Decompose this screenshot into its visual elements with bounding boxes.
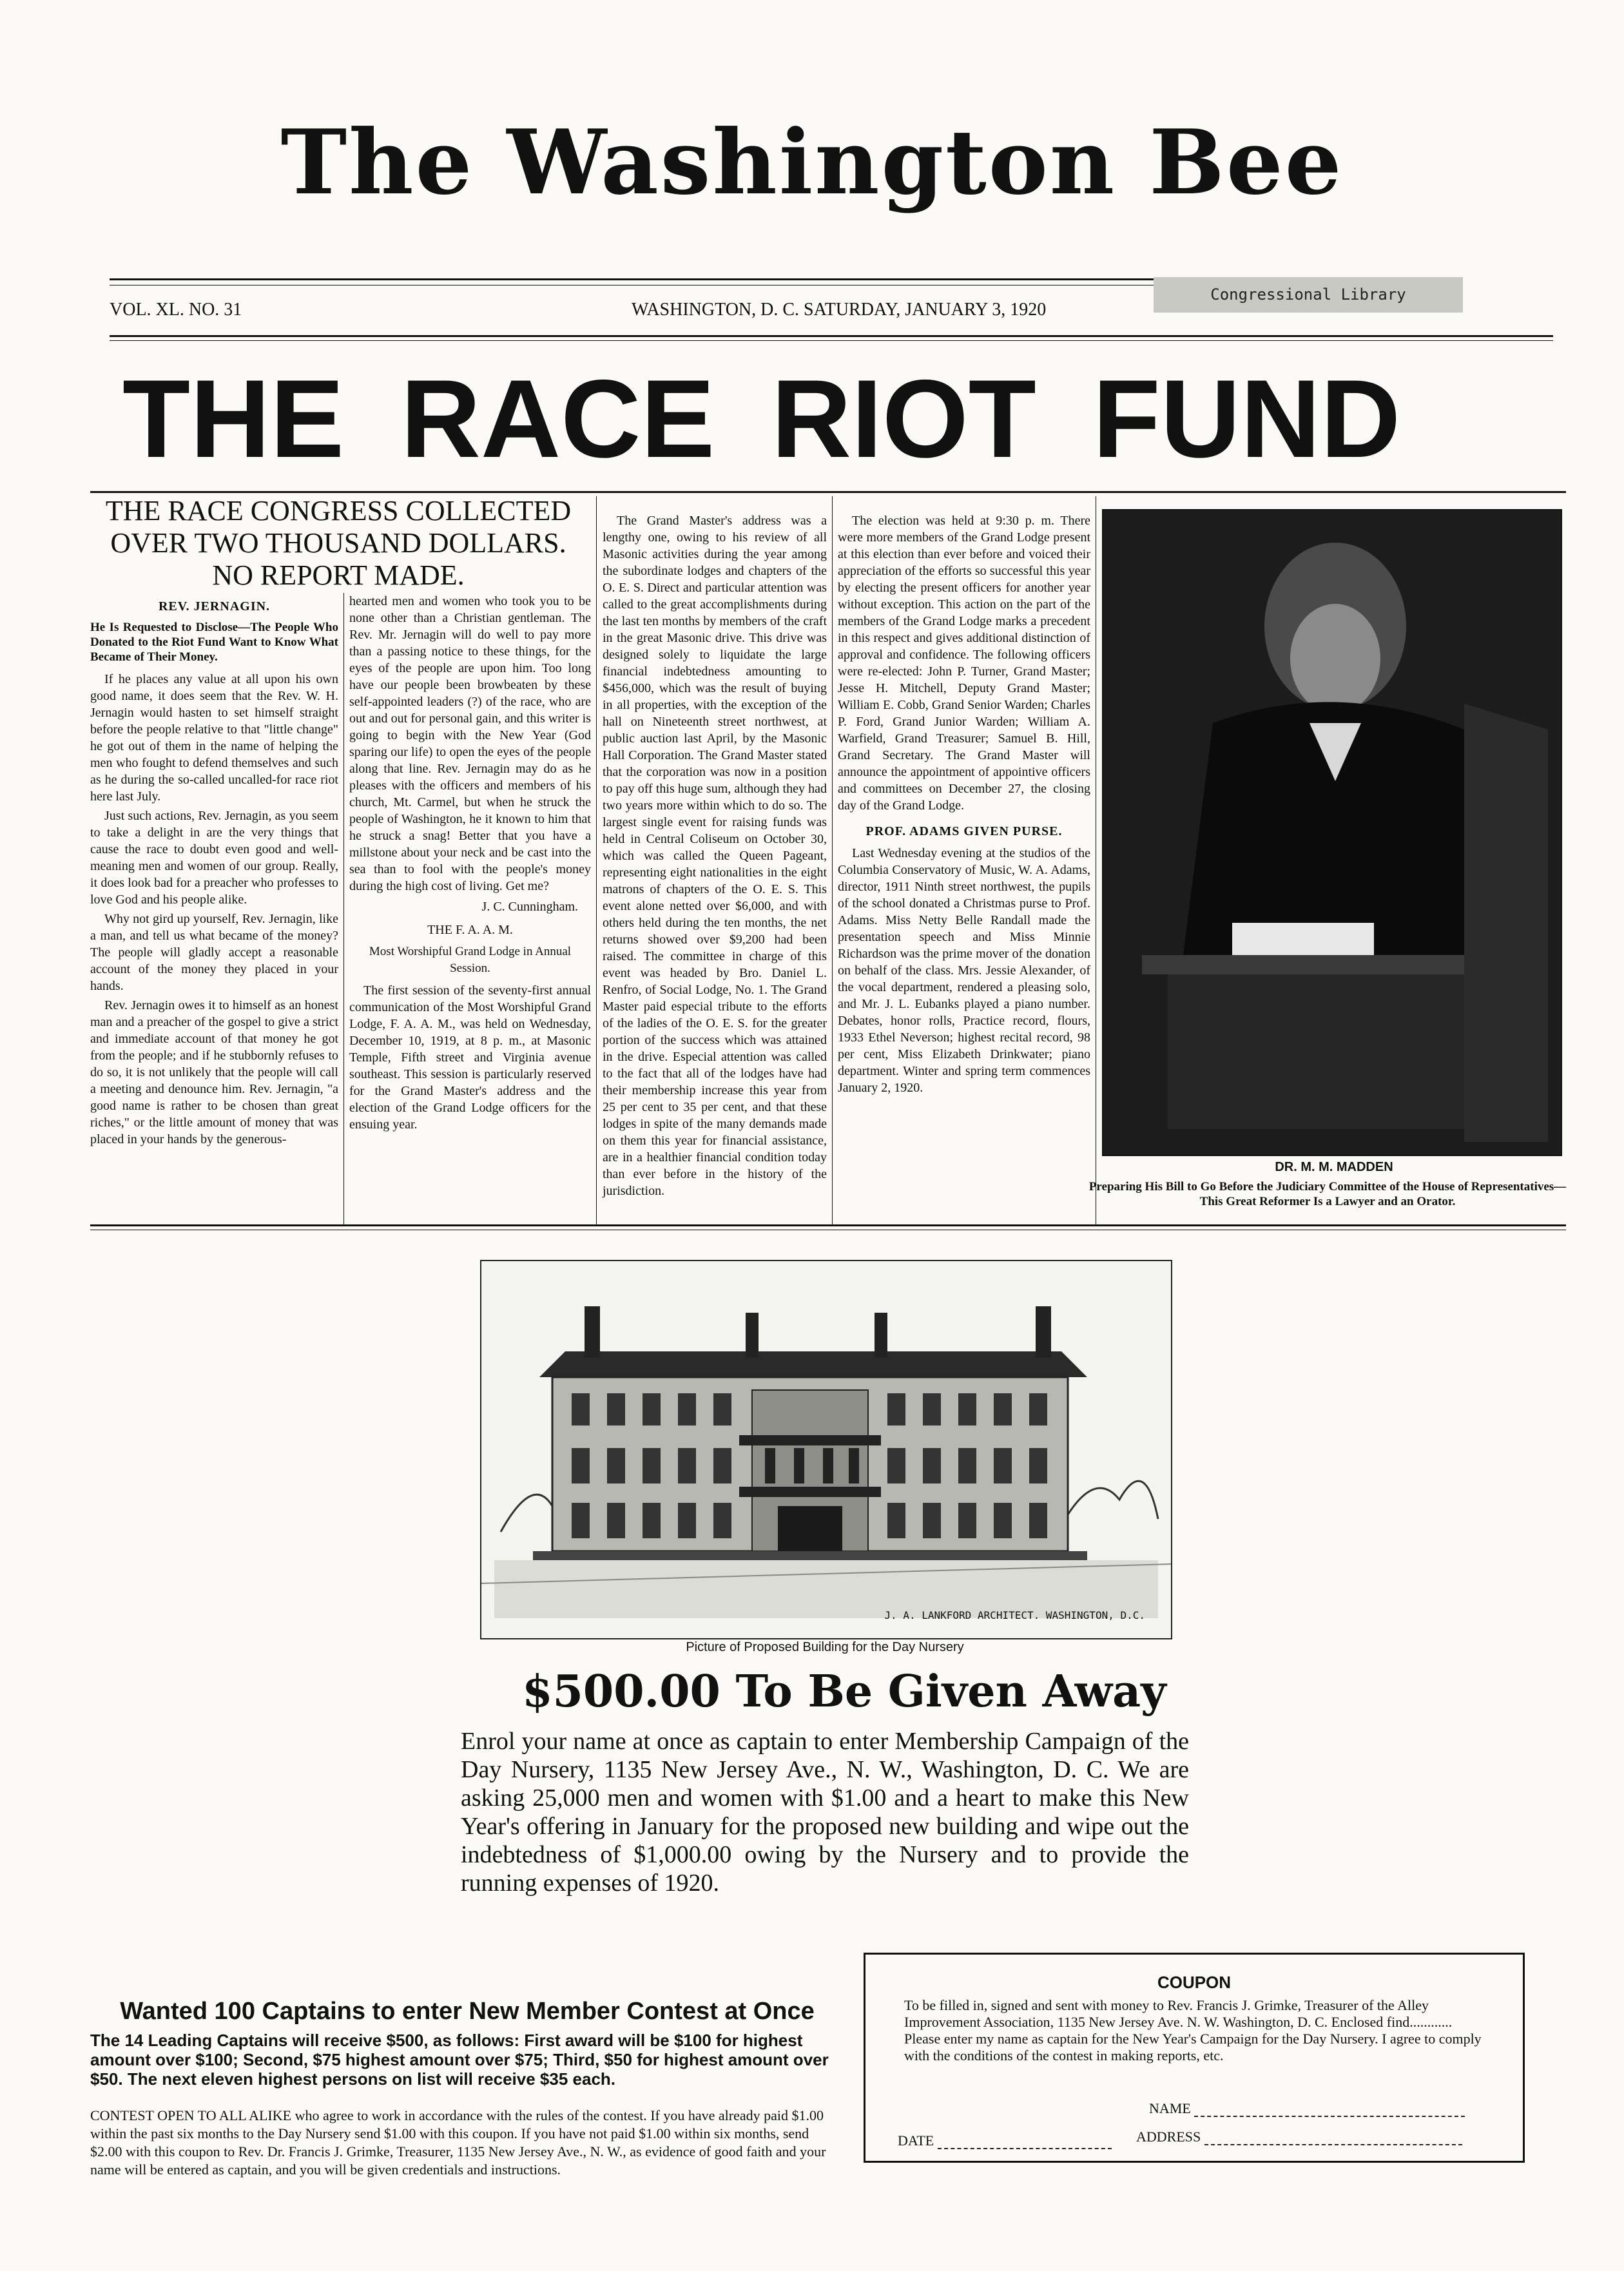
column-2-subhead: THE F. A. A. M. (427, 923, 513, 937)
coupon-date-line[interactable] (898, 2132, 1123, 2149)
column-3 (603, 512, 827, 1202)
article-paragraph: hearted men and women who took you to be none other than a Christian gentleman. The Rev. Mr. Jernagin will do well to pay more than a passing notice to these things, for the eyes of the people are upon him. Too long have our people been browbeaten by these self-appointed leaders (?) of the race, who are out and out for personal gain, and this writer is going to begin with the New Year (God sparing our life) to open the eyes of the people along that line. Rev. Jernagin may do as he pleases with the officers and members of his church, Mt. Carmel, but when he struck the people of Washington, he it known to him that he struck a snag! Better that you have a millstone about your neck and be cast into the sea than to fool with the people's money during the high cost of living. Get me? (349, 594, 591, 893)
section-rule (90, 1224, 1566, 1226)
coupon-address-line[interactable] (1136, 2129, 1497, 2145)
dateline-rule (110, 335, 1553, 337)
headline-rule (90, 491, 1566, 493)
column-2 (349, 593, 591, 1136)
coupon-name-label: NAME (1149, 2100, 1191, 2116)
coupon-address-field[interactable] (1204, 2144, 1462, 2145)
column-4 (838, 512, 1090, 1099)
article-paragraph: Just such actions, Rev. Jernagin, as you seem to take a delight in are the very things that cause the race to doubt even good and well-meaning men and women of our group. Really, it does look bad for a preacher who professes to love God and his people alike. (90, 809, 338, 907)
ad-title: $500.00 To Be Given Away (522, 1666, 1166, 1717)
coupon-box (864, 1953, 1525, 2163)
article-paragraph: Rev. Jernagin owes it to himself as an honest man and a preacher of the gospel to give a strict and immediate account of that money he got from the people; and if he stubbornly refuses to do so, it is not unlikely that the people will call a meeting and denounce him. Rev. Jernagin, "a good name is rather to be chosen than great riches," or the little amount of money that was placed in your hands by the generous- (90, 998, 338, 1146)
building-illustration (480, 1260, 1172, 1639)
architect-signature: J. A. LANKFORD ARCHITECT. WASHINGTON, D.C. (884, 1609, 1145, 1621)
dateline (110, 300, 1514, 325)
coupon-date-label: DATE (898, 2132, 934, 2149)
dateline-rule2 (110, 340, 1553, 341)
photo-name: DR. M. M. MADDEN (1275, 1160, 1393, 1174)
wanted-lead: The 14 Leading Captains will receive $500, as follows: First award will be $100 for highest amount over $100; Second, $75 highest amount over $75; Third, $50 for highest amount over $50. The next eleven highest persons on list will receive $35 each. (90, 2031, 829, 2089)
column-divider (596, 496, 597, 1224)
column-1-subhead: REV. JERNAGIN. (158, 599, 271, 614)
deck-headline: THE RACE CONGRESS COLLECTED OVER TWO THOUSAND DOLLARS. NO REPORT MADE. (105, 495, 572, 591)
article-paragraph: The election was held at 9:30 p. m. There were more members of the Grand Lodge present at this election than ever before and voiced their appreciation of the efforts so successful this year by electing the present officers for another year without exception. This action on the part of the members of the Grand Lodge marks a precedent in this respect and gives additional distinction of approval and confidence. The following officers were re-elected: John P. Turner, Grand Master; Jesse H. Mitchell, Deputy Grand Master; William E. Cobb, Grand Senior Warden; Charles P. Ford, Grand Junior Warden; William A. Warfield, Grand Treasurer; Samuel B. Hill, Grand Secretary. The Grand Master will announce the appointment of appointive officers and committees on December 27, the closing day of the Grand Lodge. (838, 514, 1090, 813)
coupon-body: To be filled in, signed and sent with money to Rev. Francis J. Grimke, Treasurer of the Alley Improvement Association, 1135 New Jersey Ave. N. W. Washington, D. C. Enclosed find............ Please enter my name as captain for the New Year's Campaign for the Day Nursery. I agree to comply with the conditions of the contest in making reports, etc. (904, 1997, 1482, 2063)
signature: J. C. Cunningham. (481, 900, 578, 914)
masthead: The Washington Bee (280, 110, 1344, 215)
volume-number: VOL. XL. NO. 31 (110, 300, 242, 320)
library-stamp: Congressional Library (1154, 277, 1463, 313)
contest-rules: CONTEST OPEN TO ALL ALIKE who agree to work in accordance with the rules of the contest. If you have already paid $1.00 within the past six months to the Day Nursery send $1.00 with this coupon. If you have not paid $1.00 within six months, send $2.00 with this coupon to Rev. Dr. Francis J. Grimke, Treasurer, 1135 New Jersey Ave., N. W., as evidence of good faith and your name will be entered as captain, and you will be given credentials and instructions. (90, 2107, 826, 2178)
building-caption: Picture of Proposed Building for the Day Nursery (686, 1640, 964, 1654)
headline: THE RACE RIOT FUND (122, 357, 1401, 481)
column-1-lead: He Is Requested to Disclose—The People Who Donated to the Riot Fund Want to Know What Became of Their Money. (90, 621, 338, 664)
coupon-address-label: ADDRESS (1136, 2129, 1201, 2145)
column-1 (90, 593, 338, 1150)
coupon-date-field[interactable] (938, 2148, 1112, 2149)
photo-caption: Preparing His Bill to Go Before the Judiciary Committee of the House of Representatives—This Great Reformer Is a Lawyer and an Orator. (1088, 1180, 1567, 1208)
wanted-notice (90, 1998, 844, 2179)
masthead-rule-top (110, 278, 1154, 280)
article-paragraph: Why not gird up yourself, Rev. Jernagin, like a man, and tell us what became of the money? The people will gladly accept a reasonable account of the money they placed in your hands. (90, 912, 338, 993)
column-2-subhead-2: Most Worshipful Grand Lodge in Annual Session. (369, 945, 572, 975)
article-paragraph: Last Wednesday evening at the studios of the Columbia Conservatory of Music, W. A. Adams, director, 1911 Ninth street northwest, the pupils of the school donated a Christmas purse to Prof. Adams. Miss Netty Belle Randall made the presentation speech and Miss Minnie Richardson was the prime mover of the donation on behalf of the class. Mrs. Jessie Alexander, of the vocal department, rendered a pleasing solo, and Mr. J. L. Eubanks played a piano number. Debates, honor rolls, Practice record, flours, 1933 Ethel Neverson; highest recital record, 98 per cent, Miss Elizabeth Drinkwater; piano department. Winter and spring term commences January 2, 1920. (838, 846, 1090, 1095)
coupon-name-line[interactable] (1149, 2100, 1484, 2117)
coupon-name-field[interactable] (1194, 2116, 1465, 2117)
column-4-subhead: PROF. ADAMS GIVEN PURSE. (865, 824, 1063, 838)
ad-body: Enrol your name at once as captain to enter Membership Campaign of the Day Nursery, 1135 New Jersey Ave., N. W., Washington, D. C. We are asking 25,000 men and women with $1.00 and a heart to make this New Year's offering in January for the proposed new building and wipe out the indebtedness of $1,000.00 owing by the Nursery and to provide the running expenses of 1920. (461, 1728, 1189, 1897)
coupon-title: COUPON (1157, 1973, 1232, 1992)
article-paragraph: The first session of the seventy-first annual communication of the Most Worshipful Grand Lodge, F. A. A. M., was held on Wednesday, December 10, 1919, at 8 p. m., at Masonic Temple, Fifth street and Virginia avenue southeast. This session is particularly reserved for the Grand Master's address and the election of the Grand Lodge officers for the ensuing year. (349, 983, 591, 1132)
place-date: WASHINGTON, D. C. SATURDAY, JANUARY 3, 1920 (632, 300, 1047, 320)
article-paragraph: The Grand Master's address was a lengthy one, owing to his review of all Masonic activities during the year among the subordinate lodges and chapters of the O. E. S. Direct and particular attention was called to the great accomplishments during the last ten months by members of the craft in the great Masonic drive. This drive was designed solely to liquidate the large financial indebtedness amounting to $456,000, which was the result of buying in all properties, with the exception of the hall on Nineteenth street northwest, at public auction last April, by the Masonic Hall Corporation. The Grand Master stated that the corporation was now in a position to pay off this huge sum, although they had two years more within which to do so. The largest single event for raising funds was held in Central Coliseum on October 30, which was called the Queen Pageant, representing eight nationalities in the eight matrons of chapters of the O. E. S. This event alone netted over $6,000, and with others held during the ten months, the net returns showed over $9,200 had been raised. The committee in charge of this event was headed by Bro. Daniel L. Renfro, of Social Lodge, No. 1. The Grand Master paid especial tribute to the efforts of the ladies of the O. E. S. for the greater portion of the success which was attained in the drive. Especial attention was called to the fact that all of the lodges have had their membership increase this year from 25 per cent to 35 per cent, and that these lodges in spite of the many demands made on them this year for financial assistance, are in a healthier financial condition today than ever before in the history of the jurisdiction. (603, 514, 827, 1198)
wanted-title: Wanted 100 Captains to enter New Member Contest at Once (120, 1998, 815, 2025)
column-divider (343, 593, 344, 1224)
column-divider (832, 496, 833, 1224)
article-paragraph: If he places any value at all upon his own good name, it does seem that the Rev. W. H. Jernagin would hasten to set himself straight before the people relative to that "little change" he got out of them in the name of helping the men who fought to defend themselves and such as he during the so-called uncalled-for race riot here last July. (90, 672, 338, 804)
portrait-photo (1102, 509, 1562, 1156)
